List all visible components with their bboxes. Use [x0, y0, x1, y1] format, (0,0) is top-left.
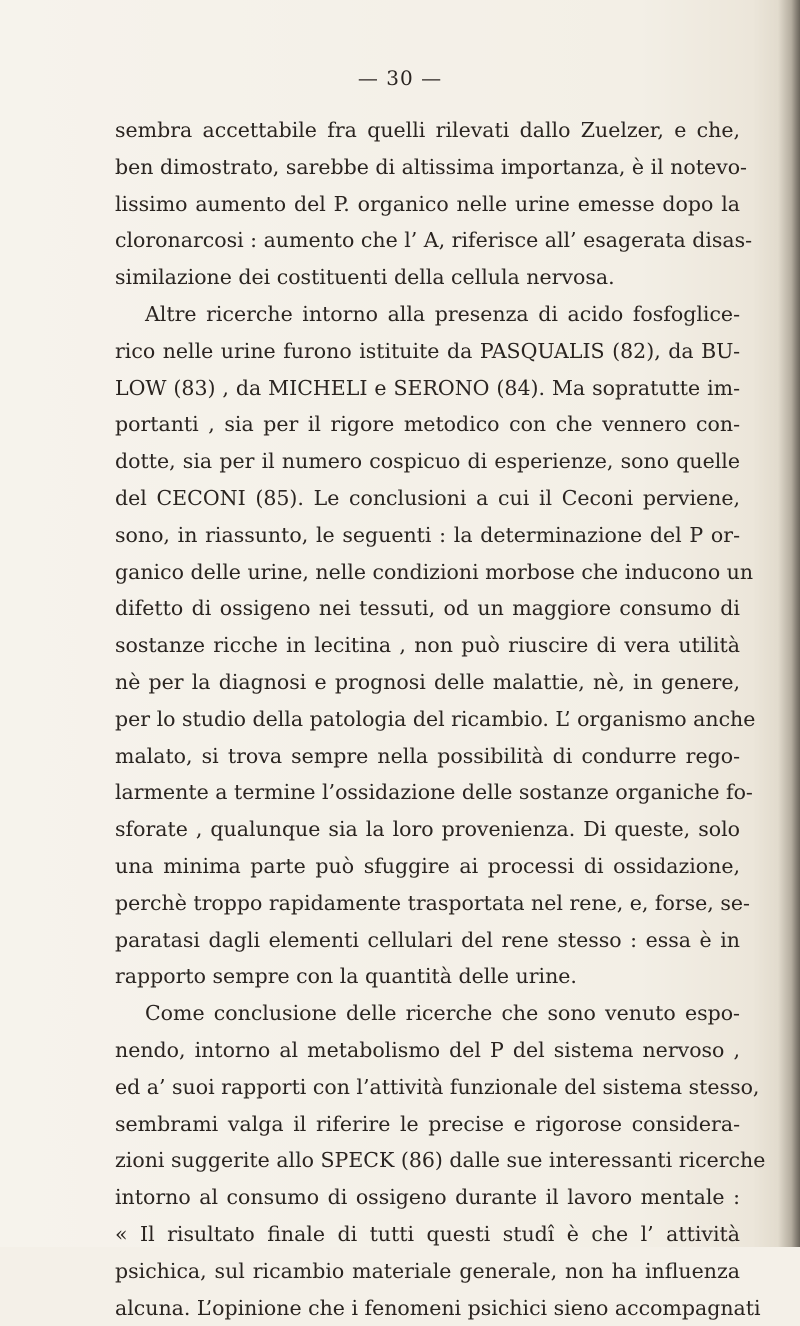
- text-line: una minima parte può sfuggire ai processi di ossidazione,: [115, 848, 740, 885]
- text-line: zioni suggerite allo SPECK (86) dalle sue interessanti ricerche: [115, 1142, 740, 1179]
- text-line: alcuna. L’opinione che i fenomeni psichici sieno accompagnati: [115, 1290, 740, 1326]
- text-line: Come conclusione delle ricerche che sono venuto espo-: [115, 995, 740, 1032]
- text-line: similazione dei costituenti della cellula nervosa.: [115, 259, 740, 296]
- text-line: ben dimostrato, sarebbe di altissima importanza, è il notevo-: [115, 149, 740, 186]
- text-line: larmente a termine l’ossidazione delle sostanze organiche fo-: [115, 774, 740, 811]
- text-line: rico nelle urine furono istituite da PASQUALIS (82), da BU-: [115, 333, 740, 370]
- text-line: paratasi dagli elementi cellulari del rene stesso : essa è in: [115, 922, 740, 959]
- text-line: malato, si trova sempre nella possibilità di condurre rego-: [115, 738, 740, 775]
- page-edge-shadow: [778, 0, 800, 1247]
- text-line: LOW (83) , da MICHELI e SERONO (84). Ma sopratutte im-: [115, 370, 740, 407]
- text-line: sembrami valga il riferire le precise e rigorose considera-: [115, 1106, 740, 1143]
- text-line: portanti , sia per il rigore metodico con che vennero con-: [115, 406, 740, 443]
- text-line: sono, in riassunto, le seguenti : la determinazione del P or-: [115, 517, 740, 554]
- page-number: — 30 —: [0, 66, 800, 90]
- text-line: sforate , qualunque sia la loro provenienza. Di queste, solo: [115, 811, 740, 848]
- body-text: [115, 112, 740, 1326]
- text-line: cloronarcosi : aumento che l’ A, riferisce all’ esagerata disas-: [115, 222, 740, 259]
- text-line: lissimo aumento del P. organico nelle urine emesse dopo la: [115, 186, 740, 223]
- text-line: ganico delle urine, nelle condizioni morbose che inducono un: [115, 554, 740, 591]
- text-line: intorno al consumo di ossigeno durante il lavoro mentale :: [115, 1179, 740, 1216]
- text-line: perchè troppo rapidamente trasportata nel rene, e, forse, se-: [115, 885, 740, 922]
- text-line: difetto di ossigeno nei tessuti, od un maggiore consumo di: [115, 590, 740, 627]
- text-line: sembra accettabile fra quelli rilevati dallo Zuelzer, e che,: [115, 112, 740, 149]
- text-line: nendo, intorno al metabolismo del P del sistema nervoso ,: [115, 1032, 740, 1069]
- text-line: del CECONI (85). Le conclusioni a cui il Ceconi perviene,: [115, 480, 740, 517]
- text-line: « Il risultato finale di tutti questi studî è che l’ attività: [115, 1216, 740, 1253]
- text-line: ed a’ suoi rapporti con l’attività funzionale del sistema stesso,: [115, 1069, 740, 1106]
- text-line: rapporto sempre con la quantità delle urine.: [115, 958, 740, 995]
- text-line: per lo studio della patologia del ricambio. L’ organismo anche: [115, 701, 740, 738]
- text-line: nè per la diagnosi e prognosi delle malattie, nè, in genere,: [115, 664, 740, 701]
- text-line: Altre ricerche intorno alla presenza di acido fosfoglice-: [115, 296, 740, 333]
- text-line: psichica, sul ricambio materiale generale, non ha influenza: [115, 1253, 740, 1290]
- text-line: sostanze ricche in lecitina , non può riuscire di vera utilità: [115, 627, 740, 664]
- text-line: dotte, sia per il numero cospicuo di esperienze, sono quelle: [115, 443, 740, 480]
